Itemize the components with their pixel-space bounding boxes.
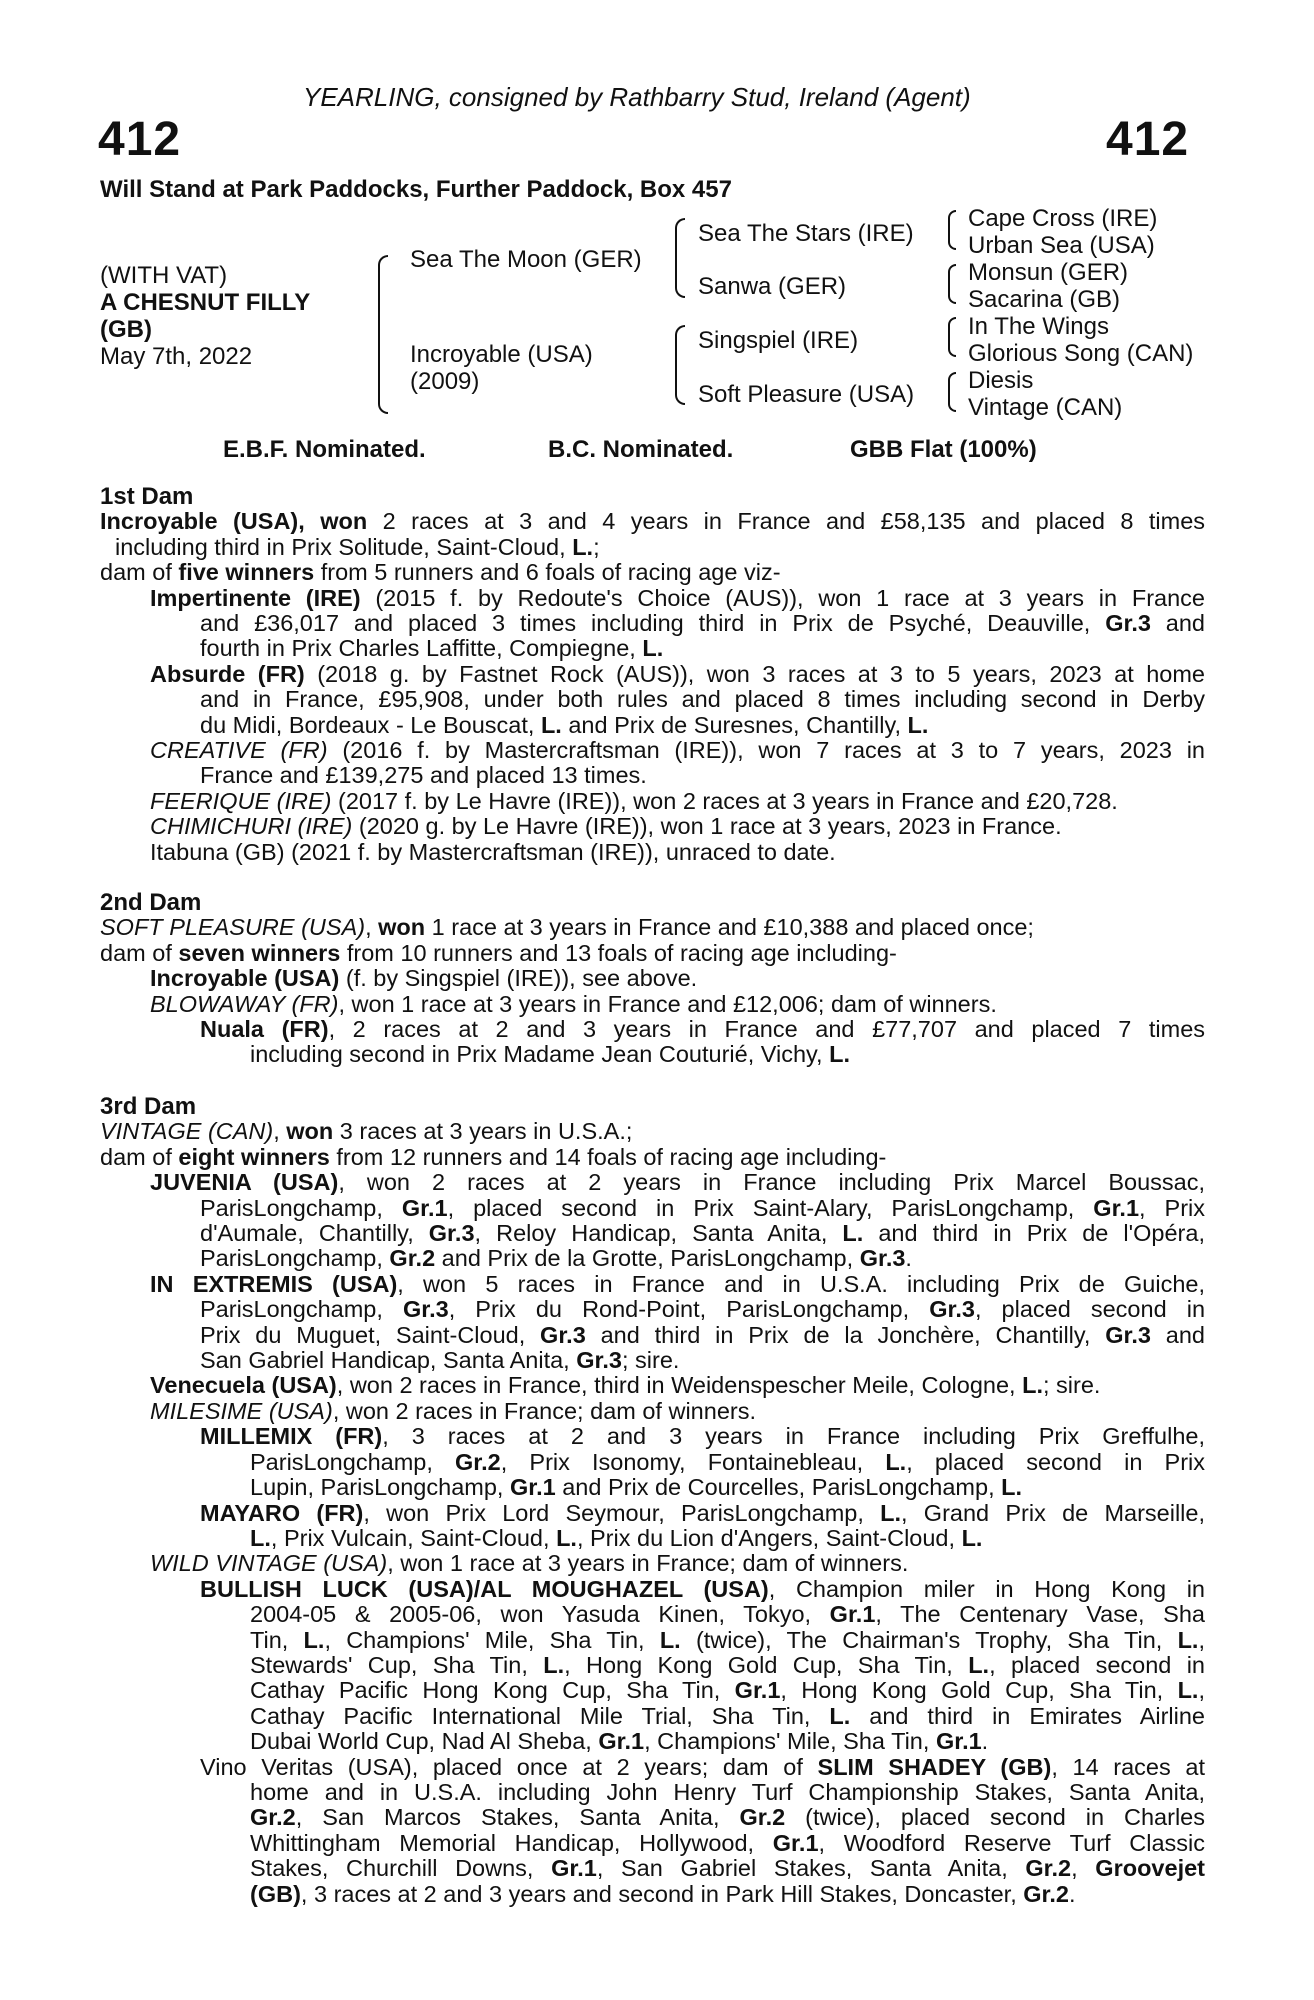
text-run: Gr.2 <box>455 1448 501 1475</box>
text-run: Stakes, Churchill Downs, <box>250 1855 552 1882</box>
pedigree-brace-main <box>378 255 388 414</box>
pedigree-sire-dam: Sanwa (GER) <box>698 273 847 300</box>
text-run: Gr.3 <box>540 1321 586 1348</box>
pedigree-gg-3: Monsun (GER) <box>968 259 1129 286</box>
text-run: du Midi, Bordeaux - Le Bouscat, <box>200 711 541 738</box>
dam-text-line <box>100 966 1205 991</box>
text-run: Gr.2 <box>250 1804 296 1831</box>
first-dam-section <box>100 484 1205 865</box>
text-run: dam of <box>100 559 179 586</box>
text-run: and Prix de Suresnes, Chantilly, <box>561 711 908 738</box>
pedigree-gg-6: Glorious Song (CAN) <box>968 340 1194 367</box>
text-run: Gr.3 <box>402 1296 449 1323</box>
text-run: VINTAGE (CAN) <box>100 1118 274 1145</box>
pedigree-gg-2: Urban Sea (USA) <box>968 232 1155 259</box>
dam-text-line <box>100 1501 1205 1526</box>
text-run: L. <box>1001 1474 1023 1501</box>
dam-text-line <box>100 738 1205 763</box>
third-dam-title: 3rd Dam <box>100 1093 197 1120</box>
text-run: , won 5 races in France and in U.S.A. including Prix de Guiche, <box>397 1270 1205 1297</box>
text-run: (2015 f. by Redoute's Choice (AUS)), won 1 race at 3 years in France <box>360 584 1205 611</box>
text-run: Venecuela (USA) <box>150 1372 337 1399</box>
text-run: France and £139,275 and placed 13 times. <box>200 762 647 789</box>
dam-text-line <box>100 1653 1205 1678</box>
dam-text-line <box>100 1856 1205 1881</box>
dam-text-line <box>100 840 1205 865</box>
text-run: San Gabriel Handicap, Santa Anita, <box>200 1347 577 1374</box>
pedigree-brace-g3 <box>948 317 956 357</box>
text-run: Gr.1 <box>772 1829 819 1856</box>
text-run: Gr.3 <box>576 1347 622 1374</box>
text-run: , Woodford Reserve Turf Classic <box>818 1829 1206 1856</box>
text-run: , <box>1071 1855 1096 1882</box>
dam-text-line <box>100 1348 1205 1373</box>
pedigree-gg-4: Sacarina (GB) <box>968 286 1121 313</box>
text-run: Gr.3 <box>1105 1321 1151 1348</box>
text-run: Gr.1 <box>401 1194 448 1221</box>
text-run: ; sire. <box>1042 1372 1101 1399</box>
text-run: , placed second in <box>989 1651 1206 1678</box>
dam-text-line <box>100 1755 1205 1780</box>
text-run: 1 race at 3 years in France and £10,388 and placed once; <box>425 914 1034 941</box>
text-run: Gr.3 <box>428 1220 475 1247</box>
text-run: Dubai World Cup, Nad Al Sheba, <box>250 1728 599 1755</box>
text-run: (twice), The Chairman's Trophy, Sha Tin, <box>680 1626 1178 1653</box>
text-run: , San Gabriel Stakes, Santa Anita, <box>596 1855 1026 1882</box>
dam-text-line <box>100 1882 1205 1907</box>
dam-text-line <box>100 1551 1205 1576</box>
pedigree-brace-g2 <box>948 264 956 304</box>
text-run: ParisLongchamp, <box>200 1245 390 1272</box>
text-run: , Reloy Handicap, Santa Anita, <box>474 1220 843 1247</box>
pedigree-sire: Sea The Moon (GER) <box>410 246 642 273</box>
dam-text-line <box>100 941 1205 966</box>
text-run: MILESIME (USA) <box>150 1397 333 1424</box>
dam-text-line <box>100 915 1205 940</box>
text-run: (2020 g. by Le Havre (IRE)), won 1 race at 3 years, 2023 in France. <box>352 813 1062 840</box>
dam-text-line <box>100 1042 1205 1067</box>
text-run: dam of <box>100 939 179 966</box>
text-run: and in France, £95,908, under both rules and placed 8 times including second in Derby <box>200 686 1205 713</box>
text-run: and <box>1150 1321 1205 1348</box>
text-run: , Prix Vulcain, Saint-Cloud, <box>270 1524 557 1551</box>
ebf-nomination: E.B.F. Nominated. <box>223 436 426 463</box>
text-run: , 14 races at <box>1051 1753 1205 1780</box>
dam-text-line <box>100 1272 1205 1297</box>
text-run: L. <box>907 711 929 738</box>
text-run: L. <box>1022 1372 1043 1399</box>
dam-text-line <box>100 1246 1205 1271</box>
text-run: ParisLongchamp, <box>250 1448 456 1475</box>
gbb-flat: GBB Flat (100%) <box>850 436 1037 463</box>
text-run: and Prix de Courcelles, ParisLongchamp, <box>555 1474 1002 1501</box>
dam-text-line <box>100 636 1205 661</box>
text-run: , Grand Prix de Marseille, <box>901 1499 1206 1526</box>
text-run: fourth in Prix Charles Laffitte, Compiegne, <box>200 635 643 662</box>
dam-text-line <box>100 1678 1205 1703</box>
text-run: Stewards' Cup, Sha Tin, <box>250 1651 544 1678</box>
text-run: BULLISH LUCK (USA)/AL MOUGHAZEL (USA) <box>200 1575 769 1602</box>
text-run: , placed second in Prix <box>906 1448 1205 1475</box>
dam-text-line <box>100 1729 1205 1754</box>
dam-text-line <box>100 1577 1205 1602</box>
stand-location: Will Stand at Park Paddocks, Further Paddock, Box 457 <box>100 176 732 203</box>
dam-text-line <box>100 1119 1205 1144</box>
text-run: ; sire. <box>621 1347 680 1374</box>
text-run: ParisLongchamp, <box>200 1194 402 1221</box>
text-run: and third in Prix de l'Opéra, <box>863 1220 1205 1247</box>
text-run: MAYARO (FR) <box>200 1499 364 1526</box>
text-run: , won 2 races at 2 years in France including Prix Marcel Boussac, <box>338 1169 1205 1196</box>
text-run: SLIM SHADEY (GB) <box>817 1753 1052 1780</box>
text-run: (f. by Singspiel (IRE)), see above. <box>339 965 698 992</box>
text-run: CREATIVE (FR) <box>150 737 328 764</box>
text-run: ParisLongchamp, <box>200 1296 403 1323</box>
text-run: L. <box>572 533 594 560</box>
text-run: , won 2 races in France, third in Weidenspescher Meile, Cologne, <box>336 1372 1023 1399</box>
text-run: including third in Prix Solitude, Saint-Cloud, <box>115 533 573 560</box>
pedigree-brace-g4 <box>948 372 956 412</box>
text-run: L. <box>1177 1677 1199 1704</box>
text-run: including second in Prix Madame Jean Couturié, Vichy, <box>250 1041 830 1068</box>
text-run: from 5 runners and 6 foals of racing age viz- <box>314 559 781 586</box>
text-run: L. <box>250 1524 271 1551</box>
horse-country: (GB) <box>100 316 152 343</box>
text-run: Vino Veritas (USA), placed once at 2 years; dam of <box>200 1753 818 1780</box>
dam-text-line <box>100 763 1205 788</box>
foaling-date: May 7th, 2022 <box>100 343 253 370</box>
dam-text-line <box>100 814 1205 839</box>
dam-text-line <box>100 1831 1205 1856</box>
pedigree-dam-dam: Soft Pleasure (USA) <box>698 381 915 408</box>
dam-text-line <box>100 1704 1205 1729</box>
text-run: L. <box>642 635 664 662</box>
text-run: ; <box>593 533 600 560</box>
text-run: , 3 races at 2 and 3 years in France including Prix Greffulhe, <box>382 1423 1205 1450</box>
text-run: , Champions' Mile, Sha Tin, <box>324 1626 660 1653</box>
text-run: Incroyable (USA), won <box>100 508 368 535</box>
dam-text-line <box>100 1805 1205 1830</box>
dam-text-line <box>100 1017 1205 1042</box>
text-run: , Prix du Rond-Point, ParisLongchamp, <box>448 1296 930 1323</box>
pedigree-gg-5: In The Wings <box>968 313 1109 340</box>
dam-text-line <box>100 662 1205 687</box>
text-run: Gr.1 <box>598 1728 645 1755</box>
text-run: L. <box>1177 1626 1199 1653</box>
pedigree-dam: Incroyable (USA) <box>410 341 593 368</box>
text-run: , won Prix Lord Seymour, ParisLongchamp, <box>363 1499 881 1526</box>
text-run: d'Aumale, Chantilly, <box>200 1220 429 1247</box>
text-run: (2018 g. by Fastnet Rock (AUS)), won 3 races at 3 to 5 years, 2023 at home <box>304 660 1206 687</box>
second-dam-title: 2nd Dam <box>100 889 202 916</box>
text-run: Cathay Pacific Hong Kong Cup, Sha Tin, <box>250 1677 735 1704</box>
text-run: . <box>905 1245 912 1272</box>
text-run: Gr.3 <box>1105 610 1151 637</box>
text-run: Gr.2 <box>389 1245 436 1272</box>
text-run: 2004-05 & 2005-06, won Yasuda Kinen, Tokyo, <box>250 1601 830 1628</box>
text-run: 2 races at 3 and 4 years in France and £58,135 and placed 8 times <box>367 508 1206 535</box>
dam-text-line <box>100 586 1205 611</box>
text-run: Nuala (FR) <box>200 1016 329 1043</box>
text-run: , Prix Isonomy, Fontainebleau, <box>500 1448 886 1475</box>
dam-text-line <box>100 713 1205 738</box>
dam-text-line <box>100 611 1205 636</box>
text-run: L. <box>961 1524 983 1551</box>
text-run: Gr.1 <box>829 1601 876 1628</box>
text-run: Gr.1 <box>551 1855 597 1882</box>
text-run: and £36,017 and placed 3 times including third in Prix de Psyché, Deauville, <box>200 610 1106 637</box>
text-run: Gr.1 <box>935 1728 982 1755</box>
pedigree-brace-sire <box>675 218 685 298</box>
text-run: , Hong Kong Gold Cup, Sha Tin, <box>780 1677 1178 1704</box>
text-run: and <box>1150 610 1205 637</box>
text-run: Gr.3 <box>859 1245 906 1272</box>
pedigree-dam-sire: Singspiel (IRE) <box>698 327 859 354</box>
text-run: , won 2 races in France; dam of winners. <box>332 1397 756 1424</box>
text-run: , placed second in <box>974 1296 1206 1323</box>
text-run: Gr.1 <box>509 1474 556 1501</box>
dam-text-line <box>100 1323 1205 1348</box>
text-run: Gr.2 <box>1025 1855 1072 1882</box>
text-run: L. <box>829 1702 851 1729</box>
text-run: and third in Prix de la Jonchère, Chantilly, <box>585 1321 1106 1348</box>
text-run: L. <box>829 1041 850 1068</box>
dam-text-line <box>100 1628 1205 1653</box>
text-run: Tin, <box>250 1626 304 1653</box>
text-run: five winners <box>178 559 315 586</box>
pedigree-dam-year: (2009) <box>410 368 480 395</box>
dam-text-line <box>100 1424 1205 1449</box>
text-run: from 10 runners and 13 foals of racing age including- <box>340 939 897 966</box>
pedigree-gg-7: Diesis <box>968 367 1034 394</box>
text-run: , The Centenary Vase, Sha <box>875 1601 1205 1628</box>
text-run: , <box>1198 1677 1205 1704</box>
consignor-line: YEARLING, consigned by Rathbarry Stud, Ireland (Agent) <box>303 82 971 112</box>
text-run: L. <box>659 1626 681 1653</box>
text-run: CHIMICHURI (IRE) <box>150 813 353 840</box>
text-run: home and in U.S.A. including John Henry Turf Championship Stakes, Santa Anita, <box>250 1778 1205 1805</box>
lot-number-left: 412 <box>98 113 182 166</box>
dam-text-line <box>100 1475 1205 1500</box>
text-run: Gr.2 <box>1023 1880 1069 1907</box>
pedigree-gg-1: Cape Cross (IRE) <box>968 205 1158 232</box>
dam-text-line <box>100 509 1205 534</box>
lot-number-right: 412 <box>1106 113 1190 166</box>
text-run: Groovejet <box>1095 1855 1205 1882</box>
text-run: dam of <box>100 1143 179 1170</box>
pedigree-gg-8: Vintage (CAN) <box>968 394 1123 421</box>
text-run: (GB) <box>250 1880 301 1907</box>
second-dam-section <box>100 890 1205 1068</box>
text-run: IN EXTREMIS (USA) <box>150 1270 398 1297</box>
text-run: Impertinente (IRE) <box>150 584 361 611</box>
text-run: L. <box>303 1626 325 1653</box>
dam-text-line <box>100 1373 1205 1398</box>
dam-text-line <box>100 1399 1205 1424</box>
dam-text-line <box>100 1145 1205 1170</box>
dam-text-line <box>100 535 1205 560</box>
text-run: L. <box>842 1220 864 1247</box>
dam-text-line <box>100 1526 1205 1551</box>
text-run: L. <box>880 1499 902 1526</box>
text-run: Gr.2 <box>739 1804 786 1831</box>
text-run: Absurde (FR) <box>150 660 305 687</box>
third-dam-section <box>100 1094 1205 1907</box>
dam-text-line <box>100 992 1205 1017</box>
text-run: Prix du Muguet, Saint-Cloud, <box>200 1321 541 1348</box>
text-run: , Champions' Mile, Sha Tin, <box>644 1728 936 1755</box>
text-run: L. <box>540 711 562 738</box>
text-run: Itabuna (GB) (2021 f. by Mastercraftsman (IRE)), unraced to date. <box>150 838 836 865</box>
dam-text-line <box>100 1450 1205 1475</box>
text-run: , won 1 race at 3 years in France and £12,006; dam of winners. <box>338 990 997 1017</box>
text-run: Cathay Pacific International Mile Trial, Sha Tin, <box>250 1702 830 1729</box>
text-run: eight winners <box>178 1143 330 1170</box>
text-run: Incroyable (USA) <box>150 965 340 992</box>
dam-text-line <box>100 1297 1205 1322</box>
horse-name: A CHESNUT FILLY <box>100 289 311 316</box>
text-run: MILLEMIX (FR) <box>200 1423 383 1450</box>
text-run: , Hong Kong Gold Cup, Sha Tin, <box>564 1651 969 1678</box>
text-run: . <box>981 1728 989 1755</box>
text-run: , <box>273 1118 287 1145</box>
dam-text-line <box>100 1602 1205 1627</box>
text-run: (twice), placed second in Charles <box>785 1804 1205 1831</box>
bc-nomination: B.C. Nominated. <box>548 436 734 463</box>
text-run: , San Marcos Stakes, Santa Anita, <box>295 1804 740 1831</box>
text-run: , Prix <box>1139 1194 1205 1221</box>
vat-label: (WITH VAT) <box>100 262 228 289</box>
text-run: Lupin, ParisLongchamp, <box>250 1474 510 1501</box>
text-run: FEERIQUE (IRE) <box>150 787 332 814</box>
dam-text-line <box>100 560 1205 585</box>
text-run: WILD VINTAGE (USA) <box>150 1550 388 1577</box>
dam-text-line <box>100 1170 1205 1195</box>
text-run: , placed second in Prix Saint-Alary, ParisLongchamp, <box>447 1194 1094 1221</box>
text-run: , 2 races at 2 and 3 years in France and £77,707 and placed 7 times <box>328 1016 1206 1043</box>
pedigree-sire-sire: Sea The Stars (IRE) <box>698 220 914 247</box>
text-run: and Prix de la Grotte, ParisLongchamp, <box>435 1245 860 1272</box>
text-run: , 3 races at 2 and 3 years and second in Park Hill Stakes, Doncaster, <box>300 1880 1024 1907</box>
text-run: L. <box>885 1448 907 1475</box>
text-run: 3 races at 3 years in U.S.A.; <box>333 1118 633 1145</box>
text-run: Gr.3 <box>929 1296 975 1323</box>
dam-text-line <box>100 789 1205 814</box>
text-run: , Prix du Lion d'Angers, Saint-Cloud, <box>576 1524 962 1551</box>
text-run: seven winners <box>178 939 341 966</box>
text-run: , <box>1198 1626 1205 1653</box>
text-run: , won 1 race at 3 years in France; dam of winners. <box>387 1550 909 1577</box>
dam-text-line <box>100 1780 1205 1805</box>
text-run: (2017 f. by Le Havre (IRE)), won 2 races at 3 years in France and £20,728. <box>331 787 1118 814</box>
text-run: won <box>378 914 426 941</box>
dam-text-line <box>100 687 1205 712</box>
text-run: , <box>365 914 379 941</box>
text-run: L. <box>556 1524 577 1551</box>
text-run: Whittingham Memorial Handicap, Hollywood, <box>250 1829 773 1856</box>
text-run: JUVENIA (USA) <box>150 1169 339 1196</box>
text-run: BLOWAWAY (FR) <box>150 990 339 1017</box>
text-run: . <box>1069 1880 1076 1907</box>
text-run: SOFT PLEASURE (USA) <box>100 914 366 941</box>
text-run: , Champion miler in Hong Kong in <box>768 1575 1205 1602</box>
pedigree-brace-dam <box>675 325 685 405</box>
text-run: L. <box>968 1651 990 1678</box>
dam-text-line <box>100 1196 1205 1221</box>
text-run: from 12 runners and 14 foals of racing age including- <box>329 1143 887 1170</box>
text-run: (2016 f. by Mastercraftsman (IRE)), won 7 races at 3 to 7 years, 2023 in <box>327 737 1205 764</box>
text-run: won <box>286 1118 334 1145</box>
text-run: Gr.1 <box>1093 1194 1140 1221</box>
dam-text-line <box>100 1221 1205 1246</box>
text-run: L. <box>543 1651 565 1678</box>
text-run: and third in Emirates Airline <box>850 1702 1205 1729</box>
first-dam-title: 1st Dam <box>100 483 194 510</box>
text-run: Gr.1 <box>734 1677 781 1704</box>
pedigree-brace-g1 <box>948 210 956 250</box>
